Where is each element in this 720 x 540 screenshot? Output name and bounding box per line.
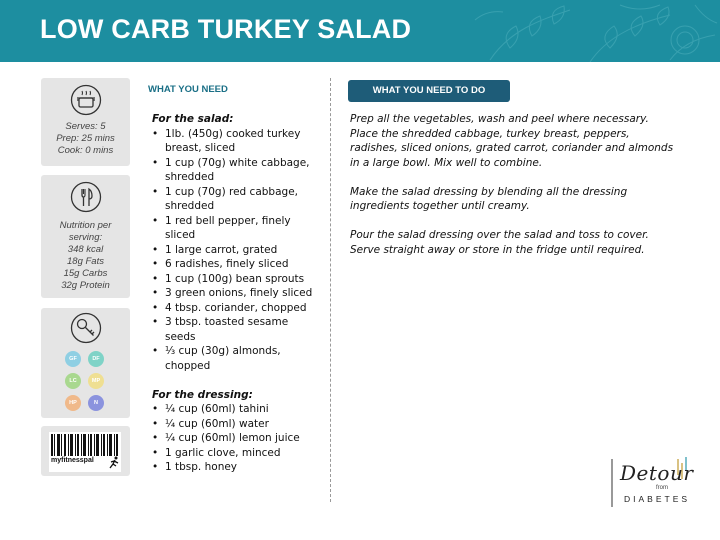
list-item: • 4 tbsp. coriander, chopped: [152, 301, 320, 316]
dressing-ingredients: [152, 402, 320, 475]
what-you-need-heading: WHAT YOU NEED: [148, 84, 228, 95]
salad-subheading: For the salad:: [152, 113, 234, 125]
nutrition-heading: Nutrition per: [59, 220, 112, 231]
servings-card: [41, 78, 130, 166]
list-item: • ¼ cup (60ml) tahini: [152, 402, 320, 417]
list-item: • 1 garlic clove, minced: [152, 446, 320, 461]
logo-script: Detour: [620, 461, 694, 485]
list-item: • 1lb. (450g) cooked turkey breast, sliced: [152, 127, 320, 156]
cook-time-text: Cook: 0 mins: [57, 145, 114, 156]
what-to-do-heading: WHAT YOU NEED TO DO: [348, 80, 510, 102]
barcode-card: [41, 426, 130, 476]
nutrition-heading-2: serving:: [68, 232, 103, 243]
cooking-pot-icon: [70, 84, 102, 116]
low-carb-badge: LC: [65, 373, 81, 389]
page-title: LOW CARB TURKEY SALAD: [40, 14, 412, 44]
runner-icon: [107, 456, 121, 470]
list-item: • ⅓ cup (30g) almonds, chopped: [152, 344, 320, 373]
list-item: • 1 large carrot, grated: [152, 243, 320, 258]
ingredients-list: [152, 112, 320, 475]
fork-knife-icon: [70, 181, 102, 213]
gluten-free-badge: GF: [65, 351, 81, 367]
list-item: • 1 red bell pepper, finely sliced: [152, 214, 320, 243]
meal-prep-badge: MP: [88, 373, 104, 389]
fats-text: 18g Fats: [67, 256, 104, 267]
myfitnesspal-logo: myfitnesspal: [51, 457, 94, 464]
calories-text: 348 kcal: [67, 244, 104, 255]
dressing-subheading: For the dressing:: [152, 388, 253, 401]
detour-from-diabetes-logo: [606, 455, 692, 515]
method-step: Prep all the vegetables, wash and peel where necessary. Place the shredded cabbage, turkey breast, peppers, radishes, sliced onions, grated carrot, coriander and almonds in a large bowl. Mix well to combine.: [350, 113, 674, 169]
list-item: • 1 cup (70g) white cabbage, shredded: [152, 156, 320, 185]
nuts-badge: N: [88, 395, 104, 411]
list-item: • 1 cup (70g) red cabbage, shredded: [152, 185, 320, 214]
list-item: • 3 green onions, finely sliced: [152, 286, 320, 301]
list-item: • 3 tbsp. toasted sesame seeds: [152, 315, 320, 344]
method-step: Pour the salad dressing over the salad and toss to cover. Serve straight away or store in the fridge until required.: [350, 229, 649, 256]
header-banner: [0, 0, 720, 62]
leaf-pattern-icon: [470, 0, 720, 62]
barcode-icon: [49, 434, 121, 458]
prep-time-text: Prep: 25 mins: [56, 133, 115, 144]
barcode[interactable]: [49, 432, 121, 472]
list-item: • 1 tbsp. honey: [152, 460, 320, 475]
logo-from: from: [656, 485, 668, 491]
diet-key-card: [41, 308, 130, 418]
list-item: • 1 cup (100g) bean sprouts: [152, 272, 320, 287]
key-icon: [70, 312, 102, 344]
list-item: • 6 radishes, finely sliced: [152, 257, 320, 272]
method-step: Make the salad dressing by blending all the dressing ingredients together until creamy.: [350, 185, 628, 212]
method-steps: [350, 112, 675, 272]
protein-text: 32g Protein: [61, 280, 110, 291]
list-item: • ¼ cup (60ml) water: [152, 417, 320, 432]
logo-word: DIABETES: [624, 494, 691, 504]
serves-text: Serves: 5: [65, 121, 106, 132]
high-protein-badge: HP: [65, 395, 81, 411]
carbs-text: 15g Carbs: [63, 268, 108, 279]
dairy-free-badge: DF: [88, 351, 104, 367]
column-divider: [330, 78, 331, 502]
nutrition-card: [41, 175, 130, 298]
list-item: • ¼ cup (60ml) lemon juice: [152, 431, 320, 446]
salad-ingredients: [152, 127, 320, 374]
